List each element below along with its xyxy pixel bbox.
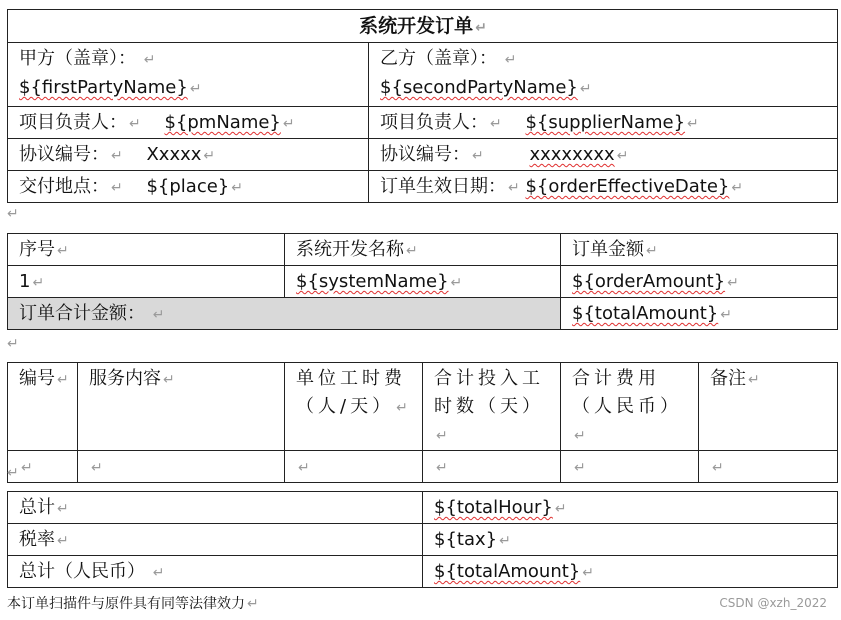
paragraph-mark: ↵ — [554, 501, 567, 517]
party-a-label: 甲方（盖章）： — [19, 48, 136, 69]
order-total-label-cell — [8, 298, 561, 330]
header-total-hours — [423, 363, 561, 451]
paragraph-mark: ↵ — [574, 460, 586, 476]
summary-total-hours-cell — [423, 492, 838, 524]
paragraph-mark: ↵ — [57, 501, 69, 517]
paragraph-mark: ↵ — [189, 81, 202, 97]
paragraph-mark: ↵ — [579, 81, 592, 97]
row-system-name-value: ${systemName} — [296, 271, 449, 292]
paragraph-mark: ↵ — [406, 243, 418, 259]
paragraph-mark: ↵ — [282, 116, 295, 132]
order-info-table — [7, 9, 838, 203]
paragraph-mark: ↵ — [490, 116, 502, 132]
empty-cell — [561, 451, 699, 483]
paragraph-mark: ↵ — [508, 180, 520, 196]
paragraph-mark: ↵ — [57, 533, 69, 549]
header-index-label: 序号 — [19, 239, 55, 260]
header-order-amount-label: 订单金额 — [572, 239, 644, 260]
systems-table — [7, 233, 838, 330]
legal-note-text: 本订单扫描件与原件具有同等法律效力 — [7, 596, 245, 612]
paragraph-mark: ↵ — [712, 460, 724, 476]
supplier-cell — [369, 107, 838, 139]
summary-rmb-label-cell — [8, 556, 423, 588]
place-label: 交付地点： — [19, 176, 109, 197]
header-remarks — [699, 363, 838, 451]
paragraph-mark: ↵ — [21, 460, 33, 476]
paragraph-mark: ↵ — [32, 275, 45, 291]
summary-rmb-value-cell — [423, 556, 838, 588]
order-total-label: 订单合计金额： — [19, 303, 145, 324]
header-number-label: 编号 — [19, 368, 55, 389]
paragraph-mark: ↵ — [646, 243, 658, 259]
summary-rmb-label: 总计（人民币） — [19, 561, 145, 582]
paragraph-mark: ↵ — [111, 148, 123, 164]
summary-tax-label-cell — [8, 524, 423, 556]
party-b-label: 乙方（盖章）： — [380, 48, 497, 69]
summary-total-hours: ${totalHour} — [434, 497, 553, 518]
paragraph-mark: ↵ — [57, 372, 69, 388]
paragraph-mark: ↵ — [450, 275, 463, 291]
agreement-a-cell — [8, 139, 369, 171]
supplier-label: 项目负责人： — [380, 112, 488, 133]
header-system-name — [285, 234, 561, 266]
summary-table — [7, 491, 838, 588]
pm-value: ${pmName} — [164, 112, 281, 133]
summary-tax-value-cell — [423, 524, 838, 556]
paragraph-mark: ↵ — [731, 180, 744, 196]
paragraph-mark: ↵ — [436, 460, 448, 476]
paragraph-mark: ↵ — [582, 565, 594, 581]
row-system-name — [285, 266, 561, 298]
header-total-cost-label: 合计费用（人民币） — [572, 368, 682, 417]
table-row — [8, 266, 838, 298]
header-remarks-label: 备注 — [710, 368, 746, 389]
header-order-amount — [561, 234, 838, 266]
empty-cell — [699, 451, 838, 483]
paragraph-mark: ↵ — [152, 565, 165, 581]
agreement-b-label: 协议编号： — [380, 144, 470, 165]
paragraph-mark: ↵ — [129, 116, 141, 132]
empty-cell — [285, 451, 423, 483]
row-index — [8, 266, 285, 298]
header-total-hours-label: 合计投入工时数（天） — [434, 368, 544, 417]
summary-tax-label: 税率 — [19, 529, 55, 550]
header-unit-rate-label: 单位工时费（人/天） — [296, 368, 406, 417]
paragraph-mark: ↵ — [7, 336, 19, 352]
order-total-value: ${totalAmount} — [572, 303, 719, 324]
effective-date-label: 订单生效日期： — [380, 176, 506, 197]
order-title-cell — [8, 10, 838, 43]
paragraph-mark: ↵ — [163, 372, 175, 388]
empty-cell — [423, 451, 561, 483]
paragraph-mark: ↵ — [7, 206, 19, 222]
effective-date-value: ${orderEffectiveDate} — [525, 176, 730, 197]
place-value: ${place} — [146, 176, 230, 197]
csdn-watermark: CSDN @xzh_2022 — [719, 596, 827, 610]
row-order-amount-value: ${orderAmount} — [572, 271, 726, 292]
paragraph-mark: ↵ — [247, 596, 259, 612]
agreement-b-cell — [369, 139, 838, 171]
agreement-b-value: xxxxxxxx — [529, 144, 615, 165]
paragraph-mark: ↵ — [91, 460, 103, 476]
paragraph-mark: ↵ — [436, 428, 452, 444]
table-row — [8, 451, 838, 483]
empty-cell — [78, 451, 285, 483]
header-system-name-label: 系统开发名称 — [296, 239, 404, 260]
header-total-cost — [561, 363, 699, 451]
summary-total-label: 总计 — [19, 497, 55, 518]
paragraph-mark: ↵ — [616, 148, 629, 164]
effective-date-cell — [369, 171, 838, 203]
paragraph-mark: ↵ — [298, 460, 310, 476]
legal-note — [7, 593, 259, 613]
header-unit-rate — [285, 363, 423, 451]
order-title: 系统开发订单 — [359, 15, 474, 37]
party-a-cell — [8, 43, 369, 107]
pm-cell — [8, 107, 369, 139]
paragraph-mark: ↵ — [687, 116, 699, 132]
paragraph-mark: ↵ — [7, 465, 19, 481]
pm-label: 项目负责人： — [19, 112, 127, 133]
row-order-amount — [561, 266, 838, 298]
paragraph-mark: ↵ — [504, 52, 517, 68]
paragraph-mark: ↵ — [475, 20, 487, 36]
header-service-content-label: 服务内容 — [89, 368, 161, 389]
paragraph-mark: ↵ — [472, 148, 484, 164]
summary-rmb-value: ${totalAmount} — [434, 561, 581, 582]
summary-total-label-cell — [8, 492, 423, 524]
paragraph-mark: ↵ — [396, 400, 412, 416]
paragraph-mark: ↵ — [143, 52, 156, 68]
party-b-cell — [369, 43, 838, 107]
paragraph-mark: ↵ — [57, 243, 69, 259]
header-number — [8, 363, 78, 451]
paragraph-mark: ↵ — [111, 180, 123, 196]
party-b-value: ${secondPartyName} — [380, 77, 578, 98]
agreement-a-label: 协议编号： — [19, 144, 109, 165]
paragraph-mark: ↵ — [727, 275, 739, 291]
place-cell — [8, 171, 369, 203]
paragraph-mark: ↵ — [720, 307, 732, 323]
supplier-value: ${supplierName} — [525, 112, 686, 133]
header-index — [8, 234, 285, 266]
paragraph-mark: ↵ — [152, 307, 165, 323]
agreement-a-value: Xxxxx — [146, 144, 202, 165]
row-index-value: 1 — [19, 271, 31, 292]
paragraph-mark: ↵ — [203, 148, 216, 164]
paragraph-mark: ↵ — [574, 428, 590, 444]
order-total-value-cell — [561, 298, 838, 330]
paragraph-mark: ↵ — [499, 533, 511, 549]
party-a-value: ${firstPartyName} — [19, 77, 188, 98]
paragraph-mark: ↵ — [748, 372, 760, 388]
paragraph-mark: ↵ — [231, 180, 243, 196]
services-table — [7, 362, 838, 483]
header-service-content — [78, 363, 285, 451]
summary-tax-value: ${tax} — [434, 529, 498, 550]
